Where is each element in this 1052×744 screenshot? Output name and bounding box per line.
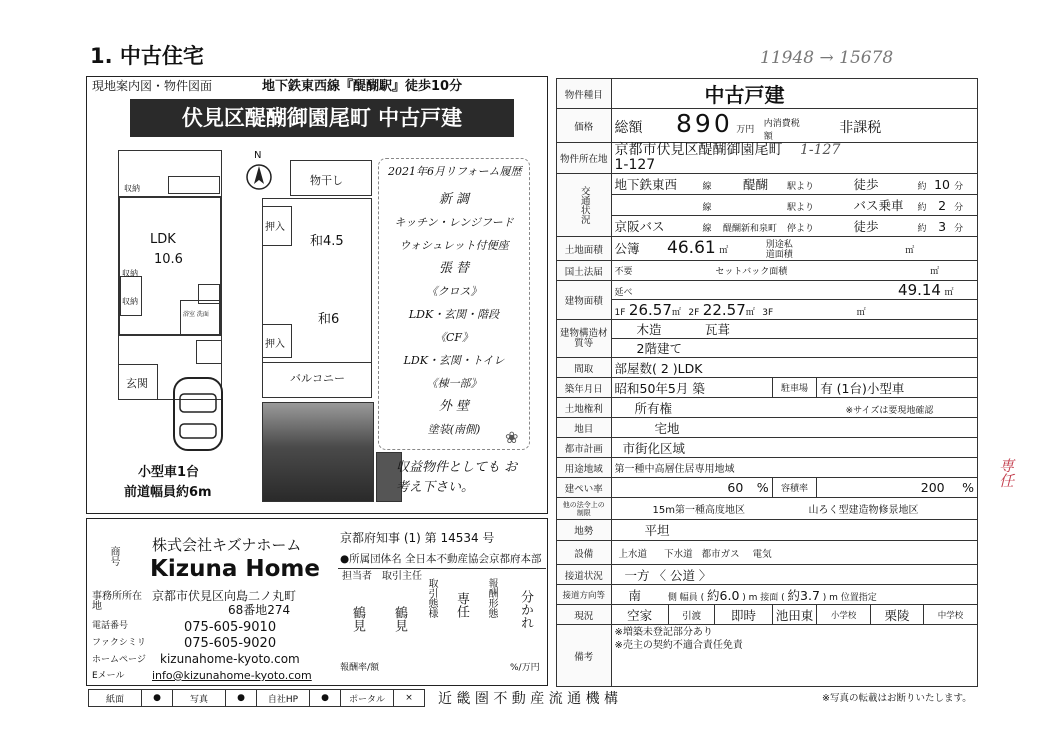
banner-text: 伏見区醍醐御園尾町 中古戸建 xyxy=(181,106,463,130)
road-dir-value: 南 xyxy=(628,587,642,603)
spec-table xyxy=(556,78,978,687)
transport-2-mode: バス乗車 xyxy=(853,198,904,213)
facility-2: 下水道 xyxy=(664,548,693,560)
north-label: N xyxy=(254,150,262,161)
land-area-prefix: 公簿 xyxy=(614,240,640,256)
oshiire-2-label: 押入 xyxy=(265,339,285,350)
road-value: 一方 〈 公道 〉 xyxy=(624,567,712,583)
price-unit: 万円 xyxy=(736,125,755,135)
status-label: 現況 xyxy=(557,605,612,625)
far-pct: % xyxy=(962,480,974,495)
price-prefix: 総額 xyxy=(614,120,643,136)
facility-label: 設備 xyxy=(557,541,612,565)
parking-note-2: 前道幅員約6m xyxy=(124,485,212,500)
elem-school-value: 池田東 xyxy=(775,607,814,623)
city-plan-value: 市街化区域 xyxy=(622,440,686,456)
fax-value: 075-605-9020 xyxy=(184,636,277,651)
land-rights-label: 土地権利 xyxy=(557,398,612,418)
price-value: 890 xyxy=(676,109,733,138)
email-value[interactable]: info@kizunahome-kyoto.com xyxy=(152,669,312,682)
north-arrow-icon xyxy=(244,162,274,192)
price-label: 価格 xyxy=(557,109,612,143)
tantou-label: 担当者 xyxy=(342,571,372,582)
location-label: 物件所在地 xyxy=(557,143,612,174)
stair-area xyxy=(198,284,220,304)
built-value: 昭和50年5月 築 xyxy=(614,380,705,396)
reform-line: 張 替 xyxy=(438,261,470,276)
other-label: 他の法令上の制限 xyxy=(557,498,612,520)
footer-hp-label: 自社HP xyxy=(257,690,310,707)
land-rights-value: 所有権 xyxy=(634,400,673,416)
reform-line: キッチン・レンジフード xyxy=(394,216,514,229)
association: ●所属団体名 全日本不動産協会京都府本部 xyxy=(340,553,542,565)
footer-portal-mark: × xyxy=(394,690,425,707)
transport-row-1 xyxy=(611,174,977,195)
chimoku-label: 地目 xyxy=(557,418,612,438)
toilet-area xyxy=(196,340,222,364)
type-label: 物件種目 xyxy=(557,79,612,109)
entrance-label: 玄関 xyxy=(126,377,148,390)
wakare-value: 分かれ xyxy=(518,590,533,629)
storage-2-label: 収納 xyxy=(122,297,138,306)
reform-line: LDK・玄関・階段 xyxy=(408,308,500,321)
email-label: Eメール xyxy=(92,671,125,681)
senin-value: 専任 xyxy=(454,592,469,618)
floor-2-unit: ㎡ xyxy=(745,307,755,318)
type-value: 中古戸建 xyxy=(704,83,785,107)
private-road-label: 別途私道面積 xyxy=(765,239,793,260)
chimoku-value: 宅地 xyxy=(654,420,680,436)
company-name: 株式会社キズナホーム xyxy=(152,536,302,554)
stories-value: 2階建て xyxy=(636,341,682,356)
bldg-area-label: 建物面積 xyxy=(557,281,612,320)
struct-label: 建物構造材質等 xyxy=(557,320,612,358)
transport-1-mode: 徒歩 xyxy=(853,177,879,192)
transport-label: 交通状況 xyxy=(557,174,612,237)
reform-line: 新 調 xyxy=(438,192,470,207)
car-icon xyxy=(168,372,228,456)
address-2: 68番地274 xyxy=(228,603,291,617)
tel-value: 075-605-9010 xyxy=(184,620,277,635)
transport-row-2 xyxy=(611,195,977,216)
washitsu-1-label: 和4.5 xyxy=(310,234,344,249)
transport-2-station-suffix: 駅より xyxy=(787,203,815,213)
income-note xyxy=(396,458,522,498)
footer-photo-mark: ● xyxy=(226,690,257,707)
address-1: 京都市伏見区向島二ノ丸町 xyxy=(152,589,297,603)
footer-photo-label: 写真 xyxy=(173,690,226,707)
transport-2-line-suffix: 線 xyxy=(702,203,712,213)
reform-line: ウォシュレット付便座 xyxy=(399,239,509,252)
parking-value: 有 (1台)小型車 xyxy=(820,380,905,396)
transport-1-station: 醍醐 xyxy=(743,177,769,192)
location-hand: 1-127 xyxy=(800,142,841,158)
transport-3-line: 京阪バス xyxy=(614,219,665,234)
transport-3-line-suffix: 線 xyxy=(702,224,712,234)
total-floor-unit: ㎡ xyxy=(944,288,954,298)
coverage-label: 建ぺい率 xyxy=(557,478,612,498)
handover-label: 引渡 xyxy=(682,610,702,622)
storage-3-label: 収納 xyxy=(124,184,140,193)
hoken-label: 取引主任 xyxy=(382,571,422,582)
floor-1-value: 26.57 xyxy=(628,300,672,319)
tel-label: 電話番号 xyxy=(92,621,129,631)
house-photo xyxy=(262,402,374,502)
floor-1-unit: ㎡ xyxy=(671,307,681,318)
section-label: 現地案内図・物件図面 xyxy=(92,79,213,93)
road-dir-label: 接道方向等 xyxy=(557,585,612,605)
location-number: 1-127 xyxy=(614,157,656,173)
license-number: 京都府知事 (1) 第 14534 号 xyxy=(340,531,495,545)
station-line: 地下鉄東西線『醍醐駅』徒歩10分 xyxy=(262,79,463,94)
page-title: 1. 中古住宅 xyxy=(90,44,204,68)
facility-4: 電気 xyxy=(752,548,772,560)
transport-3-mode: 徒歩 xyxy=(853,219,879,234)
transport-1-line: 地下鉄東西 xyxy=(614,177,678,192)
floor-2-value: 22.57 xyxy=(702,300,746,319)
floor-3-unit: ㎡ xyxy=(856,307,866,318)
fax-label: ファクシミリ xyxy=(92,638,146,648)
floor-3-label: 3F xyxy=(762,307,774,318)
coverage-value: 60 xyxy=(727,480,744,495)
hoken-value: 鶴見 xyxy=(392,606,407,632)
parking-note: ※サイズは要現地確認 xyxy=(845,405,934,416)
land-area-value: 46.61 xyxy=(667,237,716,258)
transport-3-station: 醍醐新和泉町 xyxy=(723,224,778,234)
footer-portal-label: ポータル xyxy=(341,690,394,707)
floor-2-label: 2F xyxy=(688,307,700,318)
facility-1: 上水道 xyxy=(618,548,648,560)
handover-value: 即時 xyxy=(731,607,757,623)
total-floor-value: 49.14 xyxy=(898,281,941,299)
land-area-unit: ㎡ xyxy=(719,245,729,256)
footer-paper-mark: ● xyxy=(142,690,173,707)
reform-title: 2021年6月リフォーム履歴 xyxy=(388,165,522,178)
transport-1-station-suffix: 駅より xyxy=(787,182,815,192)
hoshu-rate-label: 報酬率/額 xyxy=(340,663,380,673)
side-handwritten-note: 専任 xyxy=(997,458,1015,488)
other-2: 山ろく型建造物修景地区 xyxy=(808,505,919,516)
bath-label: 浴室 洗面 xyxy=(183,311,209,318)
transport-3-station-suffix: 停より xyxy=(787,224,815,234)
layout-label: 間取 xyxy=(557,358,612,378)
ldk-size: 10.6 xyxy=(154,252,183,267)
hp-label: ホームページ xyxy=(92,655,146,665)
tantou-value: 鶴見 xyxy=(350,606,365,632)
storage-1-label: 収納 xyxy=(122,269,138,278)
monohoshi-label: 物干し xyxy=(310,174,343,187)
jhs-value: 栗陵 xyxy=(884,607,910,623)
transport-2-unit: 分 xyxy=(954,203,964,213)
private-road-unit: ㎡ xyxy=(905,245,915,256)
built-label: 築年月日 xyxy=(557,378,612,398)
land-area-label: 土地面積 xyxy=(557,237,612,261)
struct-value: 木造 xyxy=(636,322,662,337)
hoshu-rate-unit: %/万円 xyxy=(510,663,540,673)
income-note-text: 収益物件としても お考え下さい。 xyxy=(396,460,518,495)
far-value: 200 xyxy=(920,480,945,495)
reform-line: 《棟一部》 xyxy=(426,377,482,390)
hp-value[interactable]: kizunahome-kyoto.com xyxy=(160,652,300,666)
status-value: 空家 xyxy=(627,607,653,623)
transport-1-min: 10 xyxy=(934,177,951,192)
transport-1-line-suffix: 線 xyxy=(702,182,712,192)
washitsu-2-label: 和6 xyxy=(318,312,340,327)
road-note: ) m 位置指定 xyxy=(822,592,877,603)
footer-hp-mark: ● xyxy=(310,690,341,707)
transport-2-min: 2 xyxy=(938,198,947,213)
torihiki-label: 取引態様 xyxy=(426,578,437,618)
road-width-value: 約6.0 xyxy=(707,587,740,603)
transport-1-approx: 約 xyxy=(917,182,927,192)
transport-1-unit: 分 xyxy=(954,182,964,192)
other-1: 15m第一種高度地区 xyxy=(652,505,745,516)
balcony-label: バルコニー xyxy=(290,372,345,385)
tax-value: 非課税 xyxy=(839,120,882,136)
tax-label: 内消費税額 xyxy=(763,119,800,142)
bath-area xyxy=(180,300,220,336)
banner xyxy=(130,99,514,137)
zoning-label: 用途地域 xyxy=(557,458,612,478)
footer-note: ※写真の転載はお断りいたします。 xyxy=(822,693,972,704)
roof-value: 瓦葺 xyxy=(705,322,731,337)
total-floor-label: 延べ xyxy=(614,288,633,298)
transport-3-min: 3 xyxy=(938,219,947,234)
reform-line: 《CF》 xyxy=(434,331,474,344)
remarks-label: 備考 xyxy=(557,625,612,687)
remarks-2: ※売主の契約不適合責任免責 xyxy=(614,640,743,651)
reform-line: 《クロス》 xyxy=(426,285,482,298)
terrain-value: 平坦 xyxy=(644,523,670,538)
jhs-label: 中学校 xyxy=(937,610,964,621)
far-label: 容積率 xyxy=(780,484,808,494)
handwritten-price-change: 11948 → 15678 xyxy=(760,48,894,68)
zoning-value: 第一種中高層住居専用地域 xyxy=(614,464,735,475)
transport-3-approx: 約 xyxy=(917,224,927,234)
transport-row-3 xyxy=(611,216,977,237)
reform-line: 外 壁 xyxy=(438,399,470,414)
road-label: 接道状況 xyxy=(557,565,612,585)
reform-lines xyxy=(380,188,528,441)
footer-paper-label: 紙面 xyxy=(89,690,142,707)
kokudo-label: 国土法届 xyxy=(557,261,612,281)
facility-3: 都市ガス xyxy=(701,548,740,560)
kokudo-value: 不要 xyxy=(614,267,633,277)
reform-line: LDK・玄関・トイレ xyxy=(403,354,505,367)
setback-unit: ㎡ xyxy=(930,267,940,277)
office-label: 事務所所在地 xyxy=(92,591,142,612)
road-contact-label: ) m 接面 ( xyxy=(742,592,785,603)
reform-line: 塗装(南側) xyxy=(427,423,481,436)
footer-table xyxy=(88,689,425,707)
company-logo: Kizuna Home xyxy=(150,556,320,582)
setback-label: セットバック面積 xyxy=(715,267,788,277)
oshiire-1-label: 押入 xyxy=(265,222,285,233)
kitchen-counter xyxy=(168,176,220,194)
city-plan-label: 都市計画 xyxy=(557,438,612,458)
remarks-1: ※増築未登記部分あり xyxy=(614,627,713,638)
parking-label: 駐車場 xyxy=(780,384,808,394)
elem-school-label: 小学校 xyxy=(830,610,857,621)
transport-3-unit: 分 xyxy=(954,224,964,234)
shougou-label: 商号 xyxy=(108,546,119,566)
floor-1-label: 1F xyxy=(614,307,626,318)
parking-note-1: 小型車1台 xyxy=(138,465,200,480)
location-value: 京都市伏見区醍醐御園尾町 xyxy=(614,142,783,158)
coverage-pct: % xyxy=(756,480,769,495)
terrain-label: 地勢 xyxy=(557,520,612,541)
road-contact-value: 約3.7 xyxy=(787,587,820,603)
flower-icon: ❀ xyxy=(505,428,519,447)
road-width-label: 側 幅員 ( xyxy=(667,592,705,603)
footer-org: 近 畿 圏 不 動 産 流 通 機 構 xyxy=(438,691,619,707)
layout-value: 部屋数( 2 )LDK xyxy=(614,360,703,376)
transport-2-approx: 約 xyxy=(917,203,927,213)
ldk-label: LDK xyxy=(150,232,176,247)
storage-1 xyxy=(120,276,142,316)
hoshu-label: 報酬形態 xyxy=(486,578,497,618)
